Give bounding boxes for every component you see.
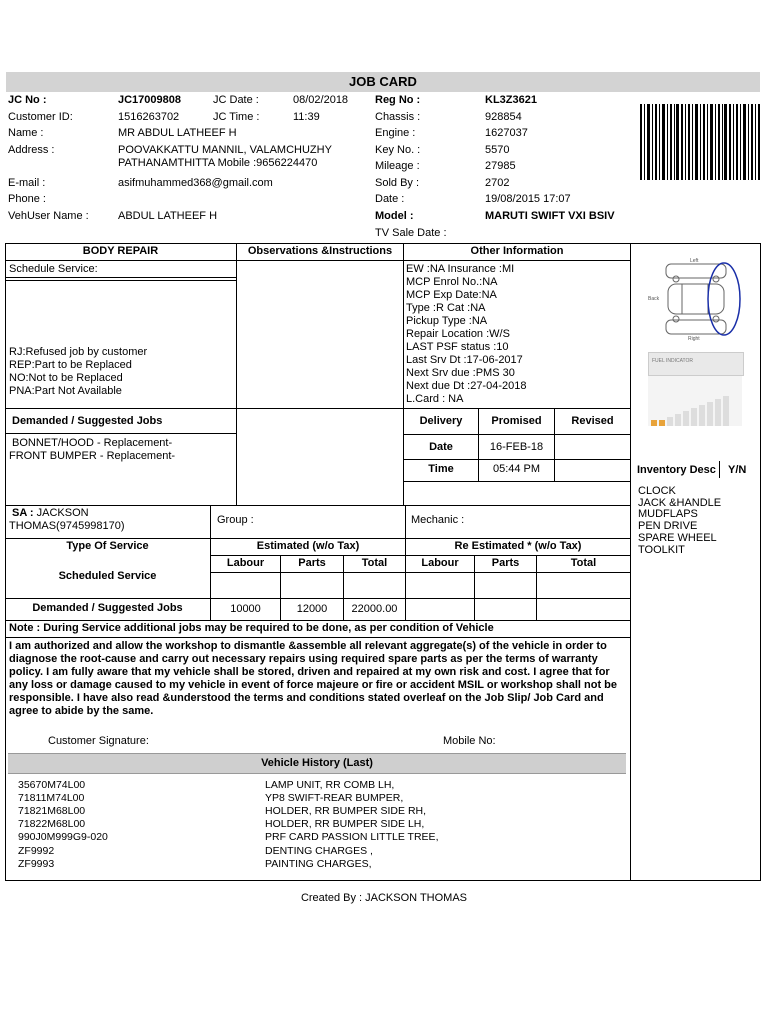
declaration-text: I am authorized and allow the workshop to dismantle &assemble all relevant aggregate(s) of the vehicle in order to diagnose the root-cause and carry out necessary repairs using required spare parts as per the terms of warranty policy. I am fully aware that my vehicle shall be stored, driven and repaired at my own risk and cost. I agree that for any loss or damage caused to my vehicle in event of force majeure or fire or accident MSIL or workshop shall not be responsible. I have also read &understood the terms and conditions stated overleaf on the Job Slip/ Job Card and agree to abide by the same. — [9, 640, 618, 717]
label-mileage: Mileage : — [375, 160, 420, 172]
name-value: MR ABDUL LATHEEF H — [118, 127, 237, 139]
history-desc: PRF CARD PASSION LITTLE TREE, — [265, 831, 439, 843]
customer-id-value: 1516263702 — [118, 111, 180, 123]
body-repair-header: BODY REPAIR — [82, 245, 159, 257]
label-key-no: Key No. : — [375, 144, 421, 156]
col-parts: Parts — [298, 557, 326, 569]
diagram-label-left: Left — [690, 258, 699, 264]
other-info-line: Last Srv Dt :17-06-2017 — [406, 354, 523, 366]
inventory-yn-header: Y/N — [728, 464, 747, 476]
inventory-item: PEN DRIVE — [638, 520, 698, 532]
history-desc: HOLDER, RR BUMPER SIDE LH, — [265, 818, 425, 830]
label-jc-time: JC Time : — [213, 111, 260, 123]
label-phone: Phone : — [8, 193, 46, 205]
address-line1: POOVAKKATTU MANNIL, VALAMCHUZHY — [118, 144, 332, 156]
created-by: Created By : JACKSON THOMAS — [300, 892, 468, 904]
legend-no: NO:Not to be Replaced — [9, 372, 123, 384]
group-label: Group : — [217, 514, 254, 526]
history-code: ZF9993 — [18, 858, 55, 870]
col-re-total: Total — [570, 557, 597, 569]
vehuser-name-value: ABDUL LATHEEF H — [118, 210, 218, 222]
key-no-value: 5570 — [485, 144, 510, 156]
chassis-value: 928854 — [485, 111, 522, 123]
demanded-parts: 12000 — [296, 603, 328, 615]
other-info-line: L.Card : NA — [406, 393, 464, 405]
history-desc: DENTING CHARGES , — [265, 845, 373, 857]
other-info-line: Next Srv due :PMS 30 — [406, 367, 515, 379]
delivery-date-promised: 16-FEB-18 — [489, 441, 544, 453]
label-tv-sale-date: TV Sale Date : — [375, 227, 447, 239]
car-diagram-icon — [646, 254, 746, 344]
date-value: 19/08/2015 17:07 — [485, 193, 571, 205]
label-jc-no: JC No : — [8, 94, 47, 106]
other-info-line: LAST PSF status :10 — [406, 341, 509, 353]
customer-signature-label: Customer Signature: — [48, 735, 149, 747]
history-desc: YP8 SWIFT-REAR BUMPER, — [265, 792, 404, 804]
mobile-no-label: Mobile No: — [443, 735, 496, 747]
reg-no-value: KL3Z3621 — [485, 94, 537, 106]
sa-line1 — [12, 507, 89, 519]
label-model: Model : — [375, 210, 414, 222]
diagram-label-right: Right — [688, 336, 700, 342]
demanded-labour: 10000 — [230, 603, 261, 615]
history-code: 71821M68L00 — [18, 805, 86, 817]
engine-value: 1627037 — [485, 127, 528, 139]
model-value: MARUTI SWIFT VXI BSIV — [485, 210, 615, 222]
col-re-parts: Parts — [491, 557, 520, 569]
label-customer-id: Customer ID: — [8, 111, 73, 123]
page-title: JOB CARD — [6, 72, 760, 92]
demanded-job-item: FRONT BUMPER - Replacement- — [9, 450, 176, 462]
delivery-header: Delivery — [419, 415, 463, 427]
jc-no-value: JC17009808 — [118, 94, 182, 106]
vehicle-history-title: Vehicle History (Last) — [8, 753, 626, 774]
revised-header: Revised — [571, 415, 614, 427]
other-info-header: Other Information — [470, 245, 564, 257]
label-reg-no: Reg No : — [375, 94, 421, 106]
promised-header: Promised — [491, 415, 542, 427]
history-desc: LAMP UNIT, RR COMB LH, — [265, 779, 395, 791]
note-text: Note : During Service additional jobs may be required to be done, as per condition of Vehicle — [9, 622, 494, 634]
legend-pna: PNA:Part Not Available — [9, 385, 122, 397]
label-address: Address : — [8, 144, 55, 156]
other-info-line: Type :R Cat :NA — [406, 302, 486, 314]
email-value: asifmuhammed368@gmail.com — [118, 177, 273, 189]
legend-rj: RJ:Refused job by customer — [9, 346, 148, 358]
history-desc: PAINTING CHARGES, — [265, 858, 372, 870]
delivery-time-promised: 05:44 PM — [492, 463, 541, 475]
type-of-service-header: Type Of Service — [66, 540, 149, 552]
sa-name-line1: JACKSON — [36, 507, 89, 519]
other-info-line: EW :NA Insurance :MI — [406, 263, 515, 275]
label-date: Date : — [375, 193, 405, 205]
scheduled-service-row: Scheduled Service — [58, 570, 157, 582]
other-info-line: MCP Enrol No.:NA — [406, 276, 498, 288]
diagram-label-back: Back — [648, 296, 660, 302]
fuel-indicator-label: FUEL INDICATOR — [652, 358, 694, 364]
demanded-total: 22000.00 — [351, 603, 398, 615]
history-code: 71811M74L00 — [18, 792, 85, 804]
inventory-item: TOOLKIT — [638, 544, 685, 556]
inventory-item: JACK &HANDLE — [638, 497, 722, 509]
label-jc-date: JC Date : — [213, 94, 259, 106]
jc-time-value: 11:39 — [293, 111, 320, 123]
history-desc: HOLDER, RR BUMPER SIDE RH, — [265, 805, 427, 817]
demanded-jobs-title: Demanded / Suggested Jobs — [12, 415, 163, 427]
fuel-gauge-panel — [648, 376, 742, 426]
mechanic-label: Mechanic : — [411, 514, 465, 526]
delivery-date-label: Date — [429, 441, 453, 453]
observations-header: Observations &Instructions — [247, 245, 393, 257]
history-code: 71822M68L00 — [18, 818, 86, 830]
estimated-header: Estimated (w/o Tax) — [256, 540, 360, 552]
history-code: 990J0M999G9-020 — [18, 831, 108, 843]
col-labour: Labour — [226, 557, 265, 569]
schedule-service-label: Schedule Service: — [9, 263, 98, 275]
legend-rep: REP:Part to be Replaced — [9, 359, 132, 371]
jc-date-value: 08/02/2018 — [293, 94, 349, 106]
label-engine: Engine : — [375, 127, 416, 139]
label-chassis: Chassis : — [375, 111, 421, 123]
re-estimated-header: Re Estimated * (w/o Tax) — [454, 540, 582, 552]
fuel-indicator — [648, 352, 744, 376]
col-re-labour: Labour — [421, 557, 459, 569]
demanded-job-item: BONNET/HOOD - Replacement- — [12, 437, 173, 449]
other-info-line: Repair Location :W/S — [406, 328, 510, 340]
inventory-item: MUDFLAPS — [638, 508, 698, 520]
label-sold-by: Sold By : — [375, 177, 420, 189]
sold-by-value: 2702 — [485, 177, 510, 189]
other-info-line: Next due Dt :27-04-2018 — [406, 380, 527, 392]
demanded-jobs-row: Demanded / Suggested Jobs — [32, 602, 183, 614]
inventory-desc-header: Inventory Desc — [637, 464, 716, 476]
col-total: Total — [361, 557, 388, 569]
other-info-line: Pickup Type :NA — [406, 315, 488, 327]
label-email: E-mail : — [8, 177, 46, 189]
label-vehuser-name: VehUser Name : — [8, 210, 89, 222]
delivery-time-label: Time — [428, 463, 454, 475]
mileage-value: 27985 — [485, 160, 516, 172]
history-code: ZF9992 — [18, 845, 55, 857]
inventory-item: CLOCK — [638, 485, 676, 497]
other-info-line: MCP Exp Date:NA — [406, 289, 497, 301]
sa-label: SA : — [12, 507, 34, 519]
barcode — [640, 104, 760, 180]
inventory-item: SPARE WHEEL — [638, 532, 717, 544]
history-code: 35670M74L00 — [18, 779, 86, 791]
sa-name-line2: THOMAS(9745998170) — [9, 520, 125, 532]
label-name: Name : — [8, 127, 44, 139]
address-line2: PATHANAMTHITTA Mobile :9656224470 — [118, 157, 318, 169]
